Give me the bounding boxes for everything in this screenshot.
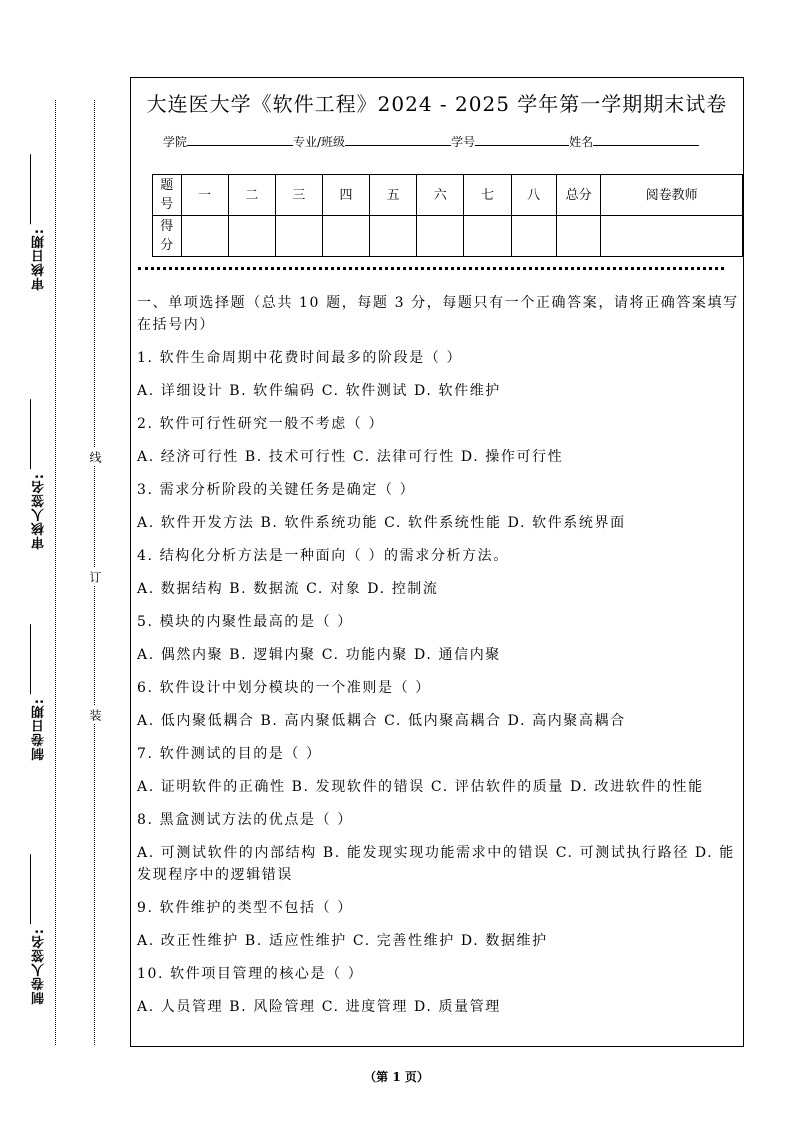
score-cell-6[interactable] xyxy=(417,216,464,257)
question-3-options: A. 软件开发方法 B. 软件系统功能 C. 软件系统性能 D. 软件系统界面 xyxy=(137,515,626,531)
score-col-3: 三 xyxy=(275,175,322,216)
total-score-cell[interactable] xyxy=(556,216,600,257)
score-cell-4[interactable] xyxy=(322,216,369,257)
question-2-stem: 2. 软件可行性研究一般不考虑（ ） xyxy=(137,416,385,432)
question-1-stem: 1. 软件生命周期中花费时间最多的阶段是（ ） xyxy=(137,350,463,366)
binding-bind-char: 装 xyxy=(87,706,104,724)
major-field[interactable] xyxy=(345,133,451,146)
score-col-1: 一 xyxy=(181,175,228,216)
total-score-header: 总分 xyxy=(556,175,600,216)
score-col-6: 六 xyxy=(417,175,464,216)
score-col-8: 八 xyxy=(511,175,556,216)
score-cell-7[interactable] xyxy=(464,216,511,257)
score-col-4: 四 xyxy=(322,175,369,216)
exam-frame xyxy=(130,77,744,1047)
reviewer-sign-label: 审核人签名: xyxy=(30,395,49,553)
score-col-5: 五 xyxy=(370,175,417,216)
question-section xyxy=(137,292,743,1029)
question-10-options: A. 人员管理 B. 风险管理 C. 进度管理 D. 质量管理 xyxy=(137,999,501,1015)
student-id-field[interactable] xyxy=(475,133,569,146)
college-label: 学院 xyxy=(163,135,188,149)
binding-dotted-line-outer xyxy=(55,100,56,1045)
question-8-stem: 8. 黑盒测试方法的优点是（ ） xyxy=(137,812,353,828)
question-6-options: A. 低内聚低耦合 B. 高内聚低耦合 C. 低内聚高耦合 D. 高内聚高耦合 xyxy=(137,713,626,729)
maker-date-label: 制卷日期: xyxy=(30,620,49,764)
score-col-7: 七 xyxy=(464,175,511,216)
question-9-stem: 9. 软件维护的类型不包括（ ） xyxy=(137,900,353,916)
score-cell-5[interactable] xyxy=(370,216,417,257)
student-info-row xyxy=(163,133,699,150)
score-cell-3[interactable] xyxy=(275,216,322,257)
name-label: 姓名 xyxy=(569,135,594,149)
score-row-header: 得分 xyxy=(153,216,182,257)
question-number-header: 题号 xyxy=(153,175,182,216)
question-7-options: A. 证明软件的正确性 B. 发现软件的错误 C. 评估软件的质量 D. 改进软件的性能 xyxy=(137,779,704,795)
section-intro: 一、单项选择题（总共 10 题，每题 3 分，每题只有一个正确答案，请将正确答案填写在括号内） xyxy=(137,295,739,333)
page-number: （第 1 页） xyxy=(364,1070,429,1084)
question-7-stem: 7. 软件测试的目的是（ ） xyxy=(137,746,322,762)
header-separator xyxy=(138,267,724,270)
score-cell-1[interactable] xyxy=(181,216,228,257)
question-5-options: A. 偶然内聚 B. 逻辑内聚 C. 功能内聚 D. 通信内聚 xyxy=(137,647,501,663)
binding-order-char: 订 xyxy=(87,568,104,586)
question-10-stem: 10. 软件项目管理的核心是（ ） xyxy=(137,966,364,982)
maker-sign-label: 制卷人签名: xyxy=(30,850,49,1008)
grader-header: 阅卷教师 xyxy=(601,175,743,216)
question-4-options: A. 数据结构 B. 数据流 C. 对象 D. 控制流 xyxy=(137,581,439,597)
question-9-options: A. 改正性维护 B. 适应性维护 C. 完善性维护 D. 数据维护 xyxy=(137,933,548,949)
question-5-stem: 5. 模块的内聚性最高的是（ ） xyxy=(137,614,353,630)
score-cell-8[interactable] xyxy=(511,216,556,257)
student-id-label: 学号 xyxy=(451,135,476,149)
score-col-2: 二 xyxy=(228,175,275,216)
question-2-options: A. 经济可行性 B. 技术可行性 C. 法律可行性 D. 操作可行性 xyxy=(137,449,564,465)
question-6-stem: 6. 软件设计中划分模块的一个准则是（ ） xyxy=(137,680,431,696)
score-table xyxy=(152,174,743,257)
question-3-stem: 3. 需求分析阶段的关键任务是确定（ ） xyxy=(137,482,416,498)
exam-title: 大连医大学《软件工程》2024 - 2025 学年第一学期期末试卷 xyxy=(146,92,728,116)
grader-cell[interactable] xyxy=(601,216,743,257)
question-1-options: A. 详细设计 B. 软件编码 C. 软件测试 D. 软件维护 xyxy=(137,383,501,399)
college-field[interactable] xyxy=(187,133,293,146)
score-cell-2[interactable] xyxy=(228,216,275,257)
reviewer-date-label: 审核日期: xyxy=(30,150,49,294)
name-field[interactable] xyxy=(593,133,699,146)
major-label: 专业/班级 xyxy=(293,135,346,149)
question-8-options: A. 可测试软件的内部结构 B. 能发现实现功能需求中的错误 C. 可测试执行路径 D. 能发现程序中的逻辑错误 xyxy=(137,845,735,883)
question-4-stem: 4. 结构化分析方法是一种面向（ ）的需求分析方法。 xyxy=(137,548,509,564)
binding-line-char: 线 xyxy=(87,448,104,466)
